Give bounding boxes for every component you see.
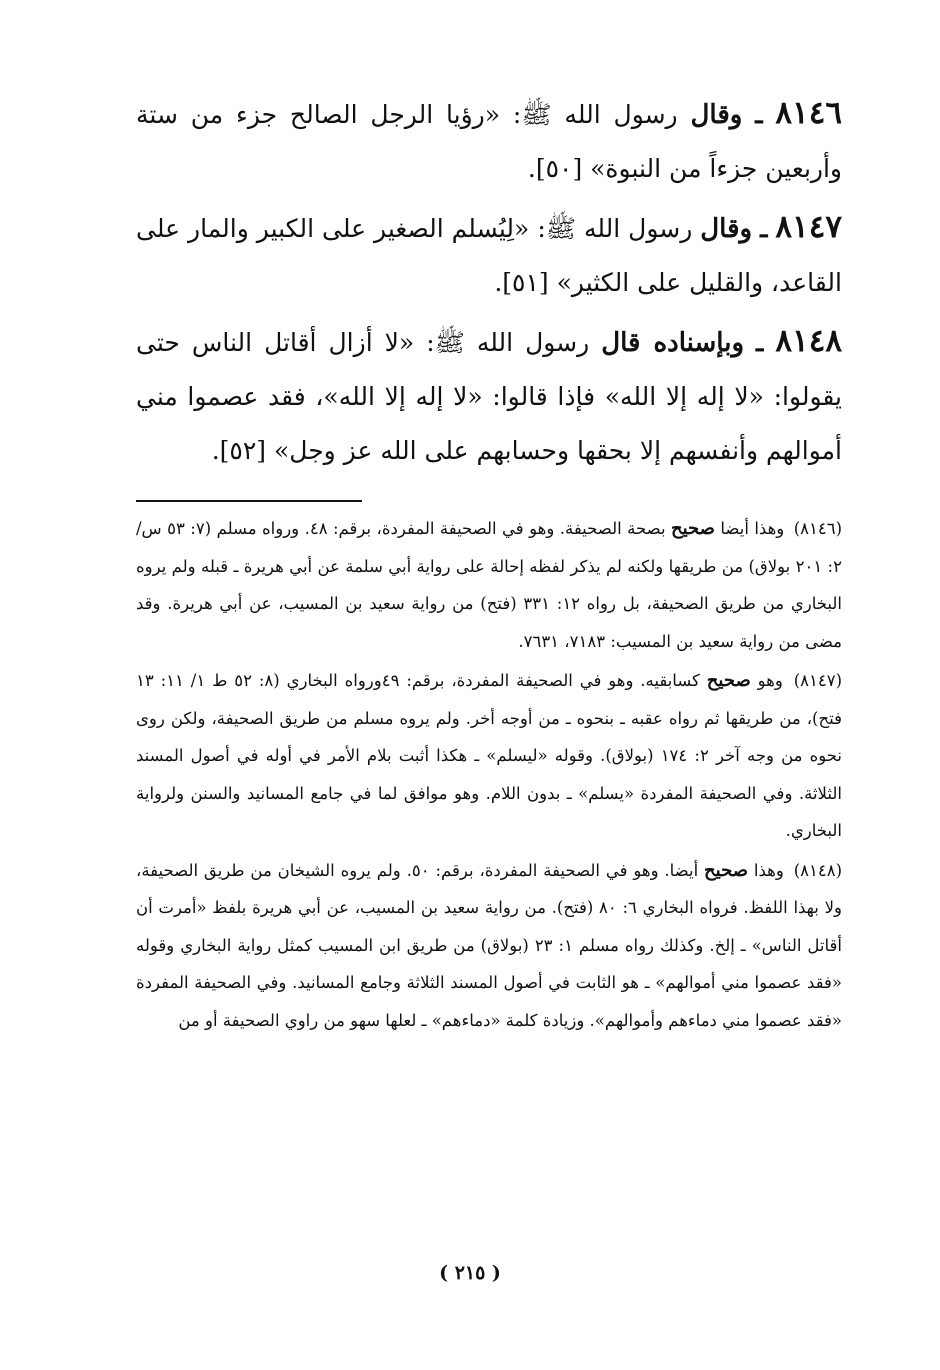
page-number: ( ٢١٥ ) xyxy=(439,1262,501,1284)
footnote-number: (٨١٤٨) xyxy=(793,860,843,880)
footnote-prefix: وهو xyxy=(757,671,783,690)
footnote-8148 xyxy=(136,852,842,1040)
hadith-text: رسول الله ﷺ: «لا أزال أقاتل الناس حتى يقولوا: «لا إله إلا الله» فإذا قالوا: «لا إله إلا الله»، فقد عصموا مني أموالهم وأنفسهم إلا بحقها وحسابهم على الله عز وجل» [٥٢]. xyxy=(136,328,842,465)
footnote-8146 xyxy=(136,510,842,660)
footnote-prefix: وهذا أيضا xyxy=(720,519,785,538)
hadith-text: رسول الله ﷺ: «لِيُسلم الصغير على الكبير والمار على القاعد، والقليل على الكثير» [٥١]. xyxy=(136,214,842,297)
footnote-number: (٨١٤٦) xyxy=(793,519,843,538)
footnote-number: (٨١٤٧) xyxy=(793,671,843,690)
grade-label: صحيح xyxy=(704,859,749,881)
footnote-prefix: وهذا xyxy=(753,860,784,880)
footnote-text: أيضا. وهو في الصحيفة المفردة، برقم: ٥٠. ولم يروه الشيخان من طريق الصحيفة، ولا بهذا اللفظ. فرواه البخاري ٦: ٨٠ (فتح). من رواية سعيد بن المسيب، عن أبي هريرة بلفظ «أمرت أن أقاتل الناس» ـ إلخ. وكذلك رواه مسلم ١: ٢٣ (بولاق) من طريق ابن المسيب كمثل رواية البخاري وقوله «فقد عصموا مني أموالهم» ـ هو الثابت في أصول المسند الثلاثة وجامع المسانيد. وفي الصحيفة المفردة «فقد عصموا مني دماءهم وأموالهم». وزيادة كلمة «دماءهم» ـ لعلها سهو من راوي الصحيفة أو من xyxy=(136,860,842,1030)
hadith-number: ٨١٤٧ xyxy=(775,209,843,245)
grade-label: صحيح xyxy=(670,518,715,539)
hadith-number: ٨١٤٦ xyxy=(775,95,842,131)
hadith-8148 xyxy=(136,314,842,478)
hadith-lead: وقال xyxy=(690,100,743,130)
hadith-lead: وبإسناده قال xyxy=(601,328,745,358)
hadith-8146 xyxy=(136,86,842,196)
hadith-dash: ـ xyxy=(755,100,763,129)
footnote-text: بصحة الصحيفة. وهو في الصحيفة المفردة، برقم: ٤٨. ورواه مسلم (٧: ٥٣ س/ ٢: ٢٠١ بولاق) من طريقها ولكنه لم يذكر لفظه إحالة على رواية أبي سلمة عن أبي هريرة ـ قبله ولم يروه البخاري من طريق الصحيفة، بل رواه ١٢: ٣٣١ (فتح) من رواية سعيد بن المسيب، عن أبي هريرة. وقد مضى من رواية سعيد بن المسيب: ٧١٨٣، ٧٦٣١. xyxy=(136,519,842,651)
hadith-8147 xyxy=(136,200,842,310)
footnote-divider xyxy=(136,500,362,502)
grade-label: صحيح xyxy=(706,670,751,691)
hadith-lead: وقال xyxy=(700,214,753,244)
hadith-text: رسول الله ﷺ: «رؤيا الرجل الصالح جزء من ستة وأربعين جزءاً من النبوة» [٥٠]. xyxy=(136,100,842,183)
hadith-number: ٨١٤٨ xyxy=(775,323,842,359)
hadith-dash: ـ xyxy=(760,214,768,243)
footnote-text: كسابقيه. وهو في الصحيفة المفردة، برقم: ٤٩ورواه البخاري (٨: ٥٢ ط ١/ ١١: ١٣ فتح)، من طريقها ثم رواه عقبه ـ بنحوه ـ من أوجه أخر. ولم يروه مسلم من طريق الصحيفة، ولكن روى نحوه من وجه آخر ٢: ١٧٤ (بولاق). وقوله «ليسلم» ـ هكذا أثبت بلام الأمر في أوله في أصول المسند الثلاثة. وفي الصحيفة المفردة «يسلم» ـ بدون اللام. وهو موافق لما في جامع المسانيد والسنن ولرواية البخاري. xyxy=(136,671,842,840)
footnote-8147 xyxy=(136,662,842,850)
hadith-dash: ـ xyxy=(756,328,764,357)
page-body xyxy=(136,86,842,1041)
